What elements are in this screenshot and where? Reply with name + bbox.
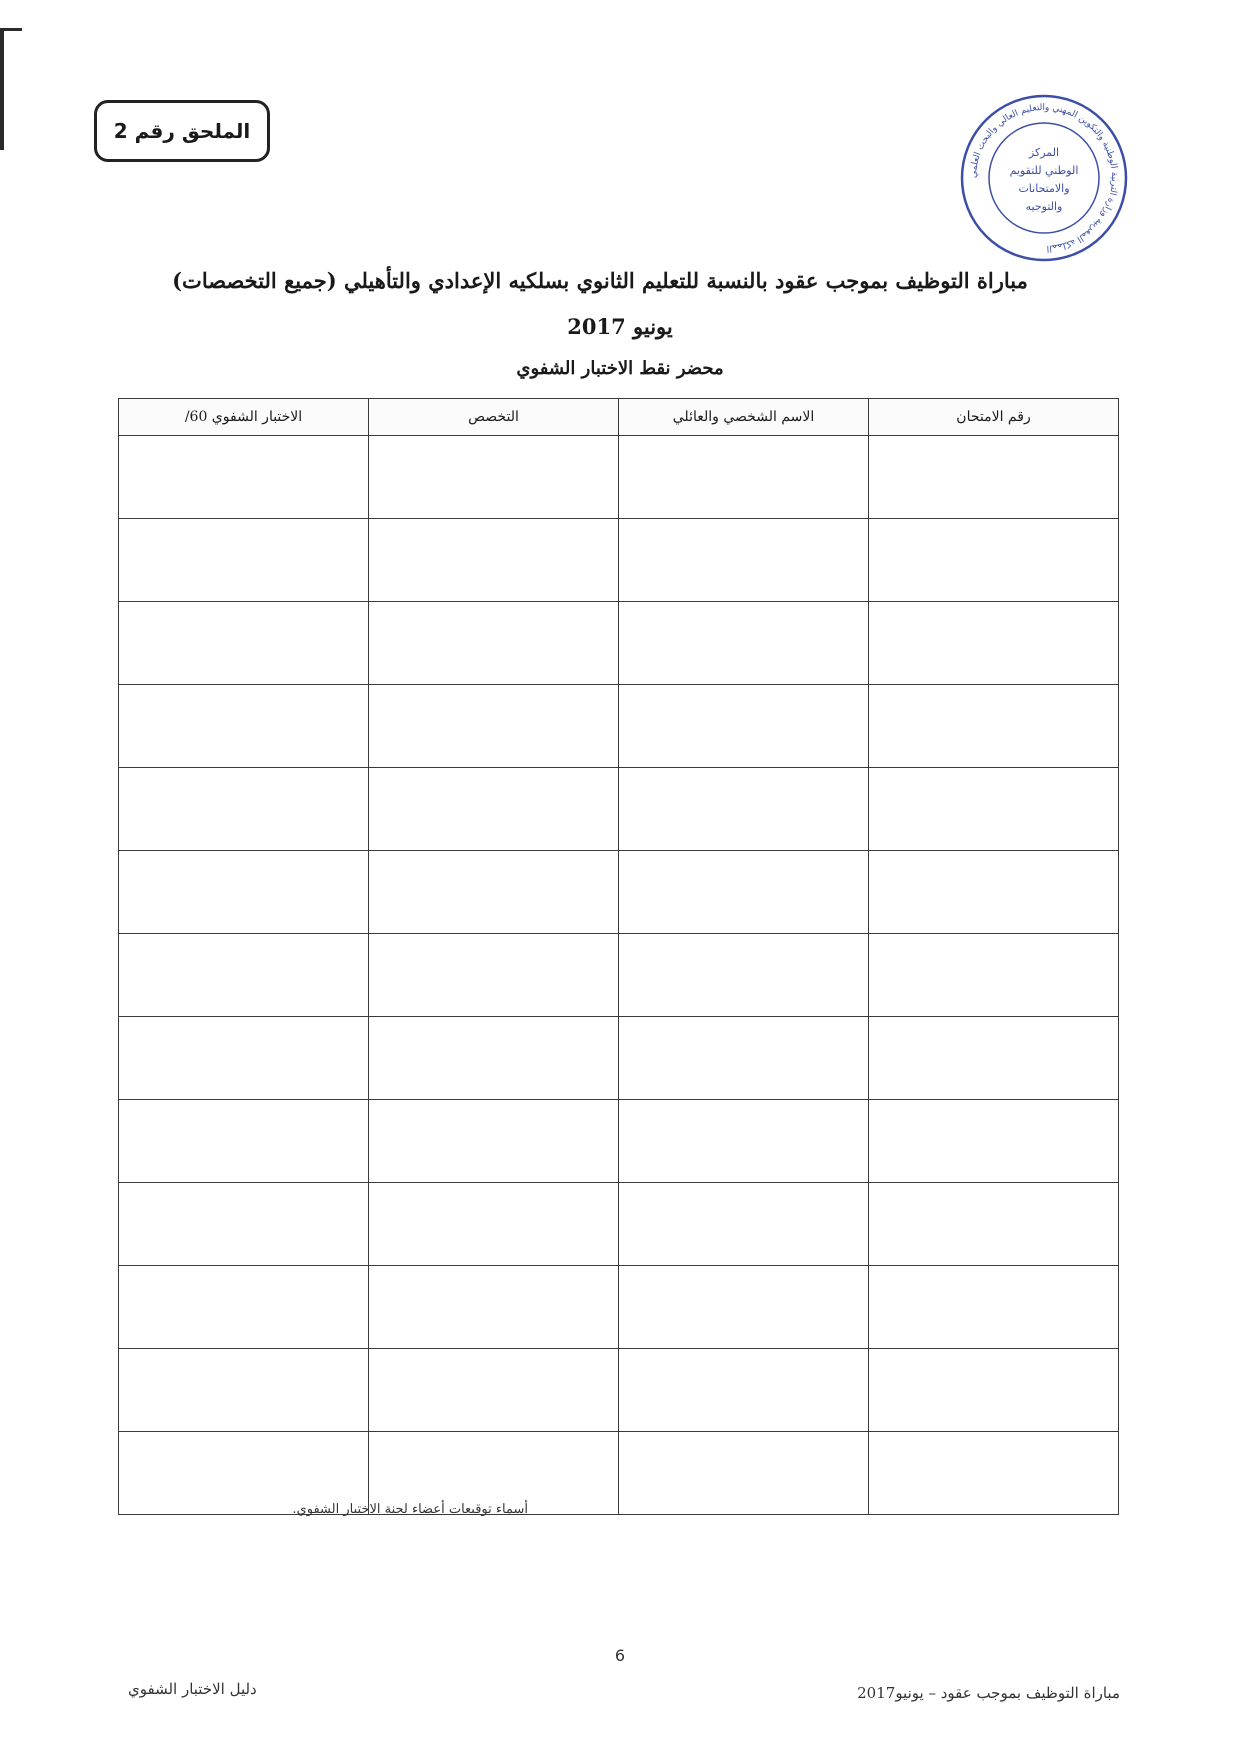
table-row: [119, 436, 1119, 519]
table-row: [119, 1432, 1119, 1515]
record-title: محضر نقط الاختبار الشفوي: [516, 358, 724, 379]
table-cell[interactable]: [619, 934, 869, 1017]
table-row: [119, 1266, 1119, 1349]
table-cell[interactable]: [869, 602, 1119, 685]
table-cell[interactable]: [869, 1432, 1119, 1515]
header-full-name: الاسم الشخصي والعائلي: [619, 399, 869, 436]
page-edge-mark: [0, 30, 4, 150]
table-row: [119, 519, 1119, 602]
table-cell[interactable]: [369, 685, 619, 768]
table-cell[interactable]: [369, 1349, 619, 1432]
table-cell[interactable]: [869, 436, 1119, 519]
annex-label-box: [94, 100, 270, 162]
table-header-row: [119, 399, 1119, 436]
table-cell[interactable]: [119, 519, 369, 602]
stamp-line-3: والامتحانات: [1018, 182, 1070, 195]
table-body: [119, 436, 1119, 1515]
table-row: [119, 1100, 1119, 1183]
table-row: [119, 1183, 1119, 1266]
table-cell[interactable]: [369, 1100, 619, 1183]
stamp-line-2: الوطني للتقويم: [1009, 164, 1079, 177]
table-cell[interactable]: [369, 934, 619, 1017]
stamp-line-1: المركز: [1028, 146, 1060, 159]
table-cell[interactable]: [119, 1349, 369, 1432]
page-number: 6: [614, 1646, 626, 1665]
official-stamp: [958, 92, 1130, 264]
table-cell[interactable]: [869, 768, 1119, 851]
table-cell[interactable]: [619, 685, 869, 768]
table-cell[interactable]: [869, 934, 1119, 1017]
table-cell[interactable]: [119, 1100, 369, 1183]
table-cell[interactable]: [369, 1183, 619, 1266]
table-cell[interactable]: [619, 1266, 869, 1349]
table-cell[interactable]: [119, 1017, 369, 1100]
annex-label: الملحق رقم 2: [113, 119, 251, 143]
table-cell[interactable]: [369, 602, 619, 685]
table-cell[interactable]: [869, 1349, 1119, 1432]
table-cell[interactable]: [619, 519, 869, 602]
table-cell[interactable]: [619, 1432, 869, 1515]
table-cell[interactable]: [619, 1100, 869, 1183]
table-cell[interactable]: [869, 685, 1119, 768]
table-cell[interactable]: [869, 851, 1119, 934]
table-cell[interactable]: [119, 768, 369, 851]
table-cell[interactable]: [119, 1183, 369, 1266]
table-cell[interactable]: [369, 436, 619, 519]
table-cell[interactable]: [619, 1017, 869, 1100]
stamp-line-4: والتوجيه: [1025, 200, 1063, 213]
oral-test-scores-table: [118, 398, 1119, 1515]
table-cell[interactable]: [369, 1266, 619, 1349]
table-cell[interactable]: [119, 685, 369, 768]
table-cell[interactable]: [119, 602, 369, 685]
table-cell[interactable]: [119, 436, 369, 519]
table-cell[interactable]: [619, 1183, 869, 1266]
table-cell[interactable]: [869, 1100, 1119, 1183]
table-cell[interactable]: [369, 768, 619, 851]
table-cell[interactable]: [619, 436, 869, 519]
header-oral-score: الاختبار الشفوي 60/: [119, 399, 369, 436]
svg-text:المملكة المغربية وزارة التربية: [969, 103, 1119, 253]
footer-contest-title: مباراة التوظيف بموجب عقود – يونيو2017: [857, 1684, 1120, 1702]
table-row: [119, 602, 1119, 685]
table-cell[interactable]: [619, 602, 869, 685]
table-cell[interactable]: [119, 934, 369, 1017]
table-cell[interactable]: [619, 851, 869, 934]
header-specialty: التخصص: [369, 399, 619, 436]
footer-guide-title: دليل الاختبار الشفوي: [128, 1680, 257, 1698]
table-cell[interactable]: [869, 1017, 1119, 1100]
table-cell[interactable]: [869, 1266, 1119, 1349]
table-row: [119, 934, 1119, 1017]
table-cell[interactable]: [369, 519, 619, 602]
table-cell[interactable]: [369, 1017, 619, 1100]
table-cell[interactable]: [119, 851, 369, 934]
document-date: يونيو 2017: [567, 314, 673, 339]
table-cell[interactable]: [869, 519, 1119, 602]
table-cell[interactable]: [869, 1183, 1119, 1266]
table-row: [119, 1349, 1119, 1432]
table-cell[interactable]: [369, 851, 619, 934]
header-exam-number: رقم الامتحان: [869, 399, 1119, 436]
table-cell[interactable]: [619, 1349, 869, 1432]
stamp-ring-text: المملكة المغربية وزارة التربية الوطنية والتكوين المهني والتعليم العالي والبحث العلمي: [968, 102, 1120, 253]
committee-signatures-note: أسماء توقيعات أعضاء لجنة الاختبار الشفوي.: [292, 1502, 528, 1517]
document-title: مباراة التوظيف بموجب عقود بالنسبة للتعليم الثانوي بسلكيه الإعدادي والتأهيلي (جميع التخصصات): [172, 268, 1028, 293]
table-row: [119, 685, 1119, 768]
table-row: [119, 851, 1119, 934]
table-cell[interactable]: [119, 1266, 369, 1349]
table-row: [119, 1017, 1119, 1100]
page-edge-mark-top: [0, 28, 22, 31]
table-cell[interactable]: [619, 768, 869, 851]
table-row: [119, 768, 1119, 851]
